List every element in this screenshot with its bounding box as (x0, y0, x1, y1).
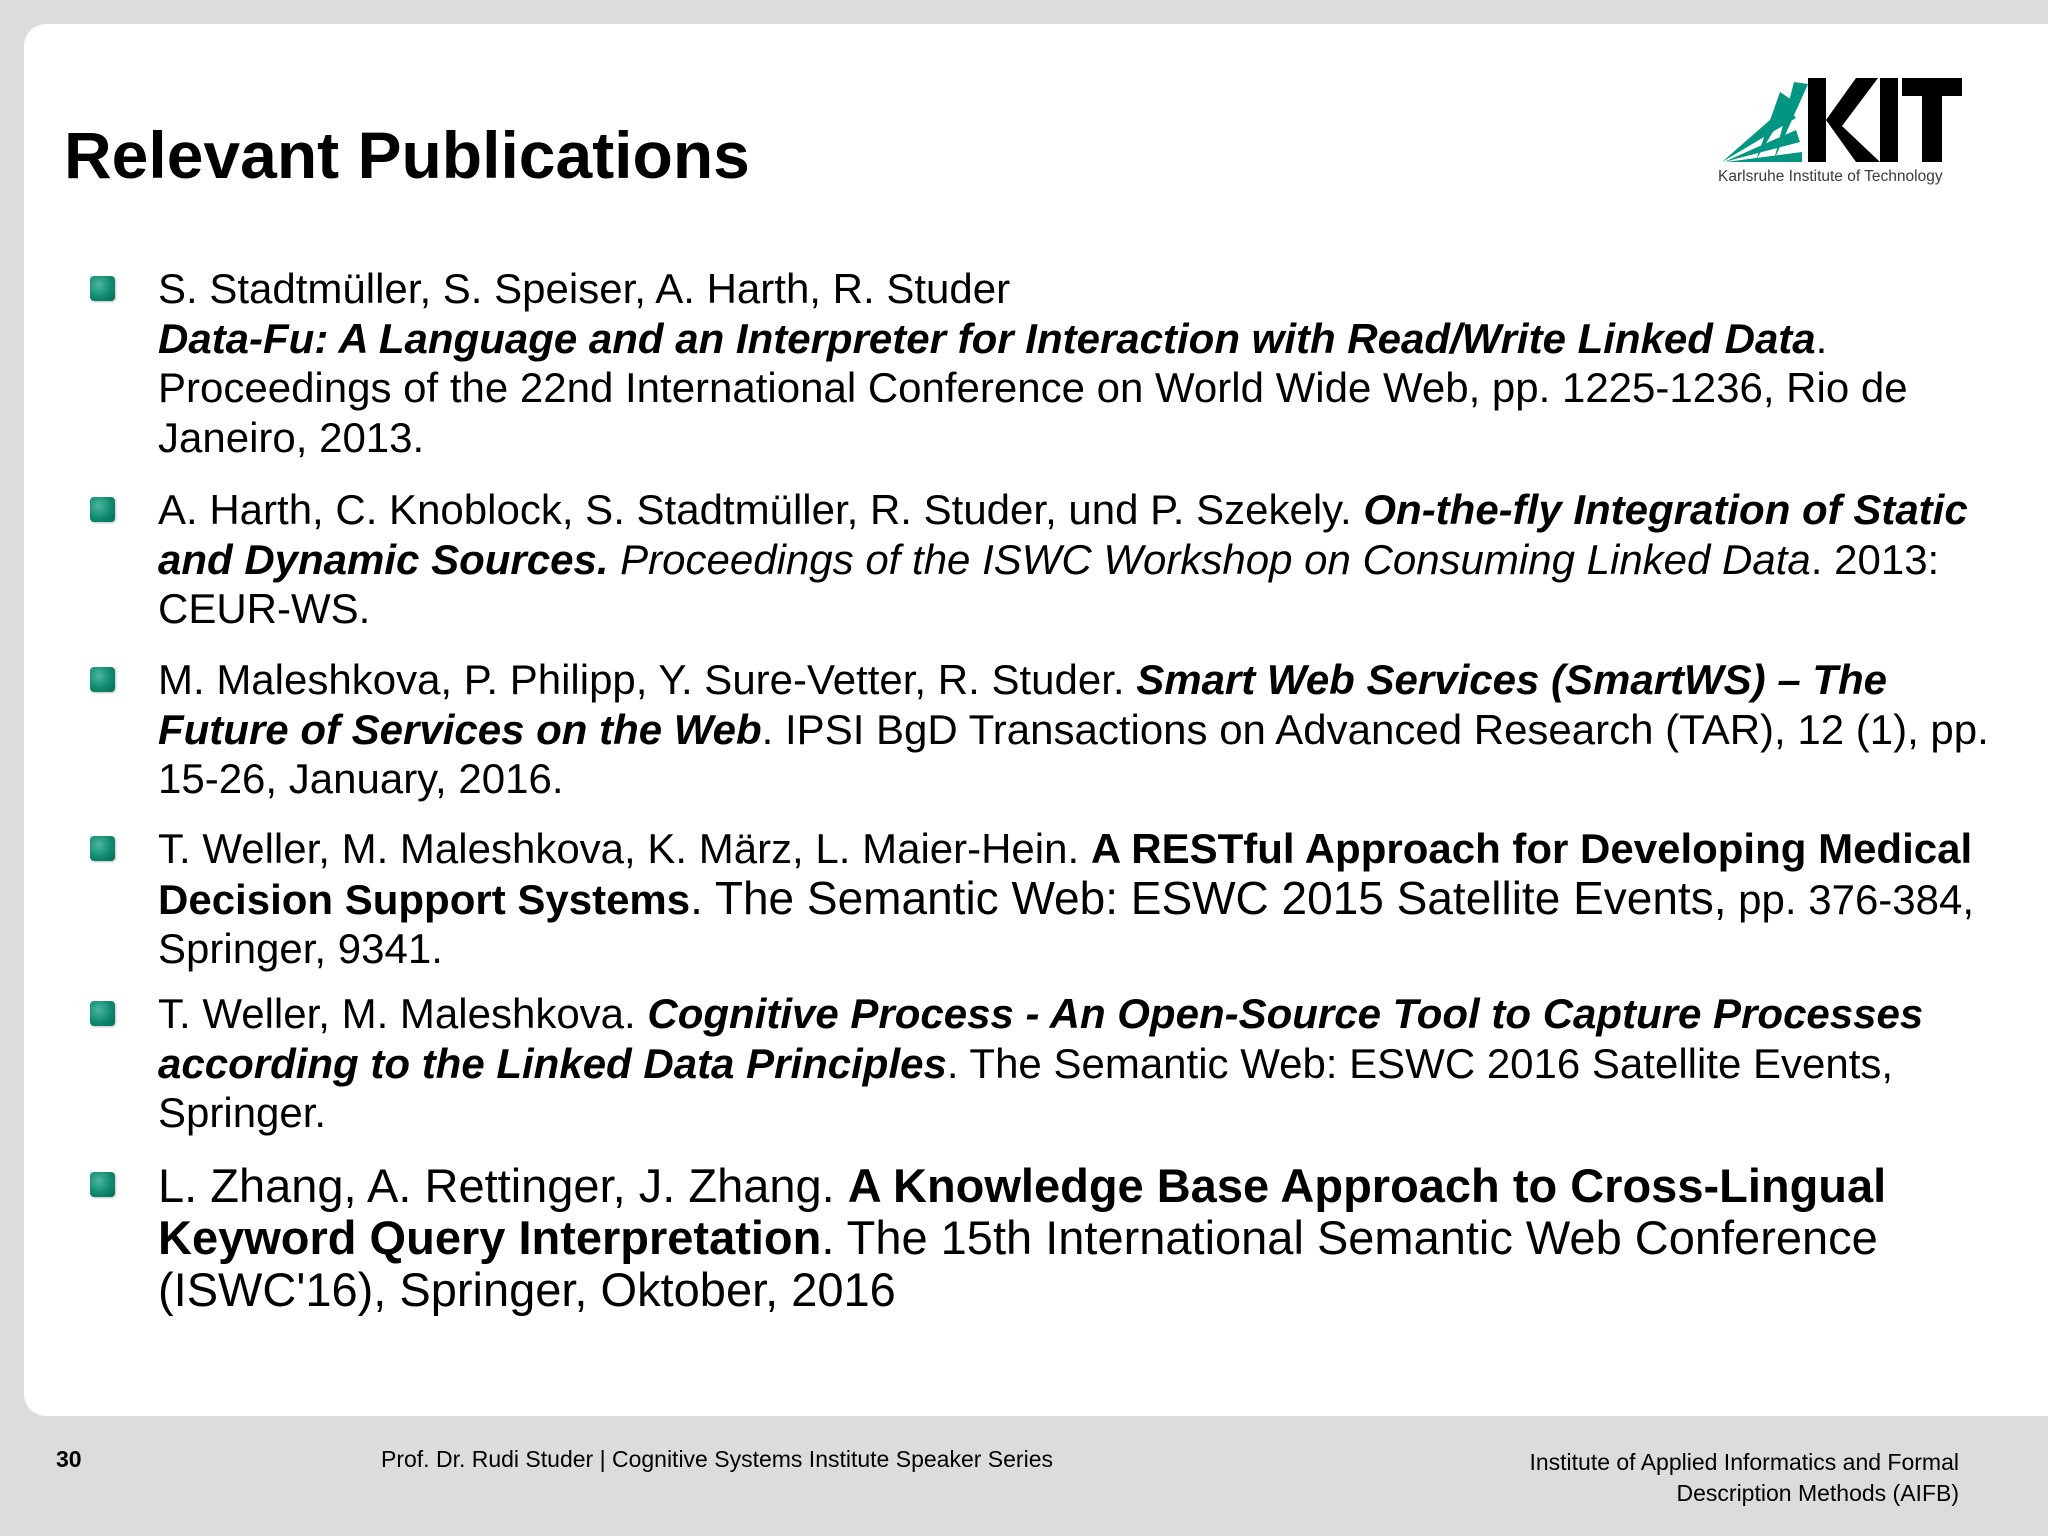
bullet-square-icon (90, 1172, 115, 1197)
publication-item (158, 655, 2018, 804)
pub-authors: T. Weller, M. Maleshkova, K. März, L. Maier-Hein. (158, 825, 1080, 872)
pub-authors: M. Maleshkova, P. Philipp, Y. Sure-Vetter, R. Studer. (158, 656, 1125, 703)
page-number: 30 (56, 1446, 82, 1472)
slide-title: Relevant Publications (64, 118, 750, 192)
pub-authors: T. Weller, M. Maleshkova. (158, 990, 636, 1037)
logo-caption: Karlsruhe Institute of Technology (1718, 168, 1943, 185)
pub-title: Cognitive Process - An Open-Source Tool to Capture Processes according to the Linked Data Principles (158, 990, 1924, 1087)
bullet-square-icon (90, 497, 115, 522)
publication-item (158, 485, 2018, 634)
bullet-square-icon (90, 1001, 115, 1026)
pub-authors: A. Harth, C. Knoblock, S. Stadtmüller, R. Studer, und P. Szekely. (158, 486, 1352, 533)
publication-item (158, 264, 2018, 462)
pub-venue-large: . The Semantic Web: ESWC 2015 Satellite Events, (690, 871, 1727, 924)
footer-institute-line1: Institute of Applied Informatics and Formal (1529, 1449, 1959, 1475)
bullet-square-icon (90, 276, 115, 301)
pub-venue: . IPSI BgD Transactions on Advanced Research (TAR), 12 (1), pp. 15-26, January, 2016. (158, 705, 1989, 802)
footer-speaker: Prof. Dr. Rudi Studer | Cognitive Systems Institute Speaker Series (381, 1446, 1053, 1472)
pub-venue: pp. 376-384, Springer, 9341. (158, 875, 1975, 972)
pub-authors: L. Zhang, A. Rettinger, J. Zhang. (158, 1159, 835, 1212)
footer-institute-line2: Description Methods (AIFB) (1676, 1480, 1959, 1506)
pub-venue-italic: Proceedings of the ISWC Workshop on Consuming Linked Data (620, 535, 1811, 583)
pub-title: Data-Fu: A Language and an Interpreter for Interaction with Read/Write Linked Data (158, 314, 1816, 362)
kit-logo-mark-icon (1716, 72, 1964, 164)
pub-title: A RESTful Approach for Developing Medical Decision Support Systems (158, 825, 1973, 923)
pub-venue: . 2013: CEUR-WS. (158, 535, 1940, 632)
pub-venue: Proceedings of the 22nd International Conference on World Wide Web, pp. 1225-1236, Rio de Janeiro, 2013. (158, 364, 1908, 461)
pub-title-separator: . (1815, 314, 1828, 362)
pub-venue: . The Semantic Web: ESWC 2016 Satellite Events, Springer. (158, 1039, 1894, 1136)
bullet-square-icon (90, 836, 115, 861)
bullet-square-icon (90, 667, 115, 692)
footer-institute (1529, 1447, 1959, 1509)
publication-item (158, 989, 2018, 1138)
pub-authors: S. Stadtmüller, S. Speiser, A. Harth, R. Studer (158, 265, 1011, 312)
pub-venue: . The 15th International Semantic Web Conference (ISWC'16), Springer, Oktober, 2016 (158, 1211, 1878, 1316)
publication-item (158, 1160, 2018, 1316)
pub-title: Smart Web Services (SmartWS) – The Future of Services on the Web (158, 656, 1888, 753)
kit-logo (1716, 72, 1964, 194)
publication-item (158, 824, 2018, 974)
pub-title: On-the-fly Integration of Static and Dynamic Sources. (158, 486, 1968, 583)
pub-title: A Knowledge Base Approach to Cross-Lingual Keyword Query Interpretation (158, 1159, 1887, 1264)
